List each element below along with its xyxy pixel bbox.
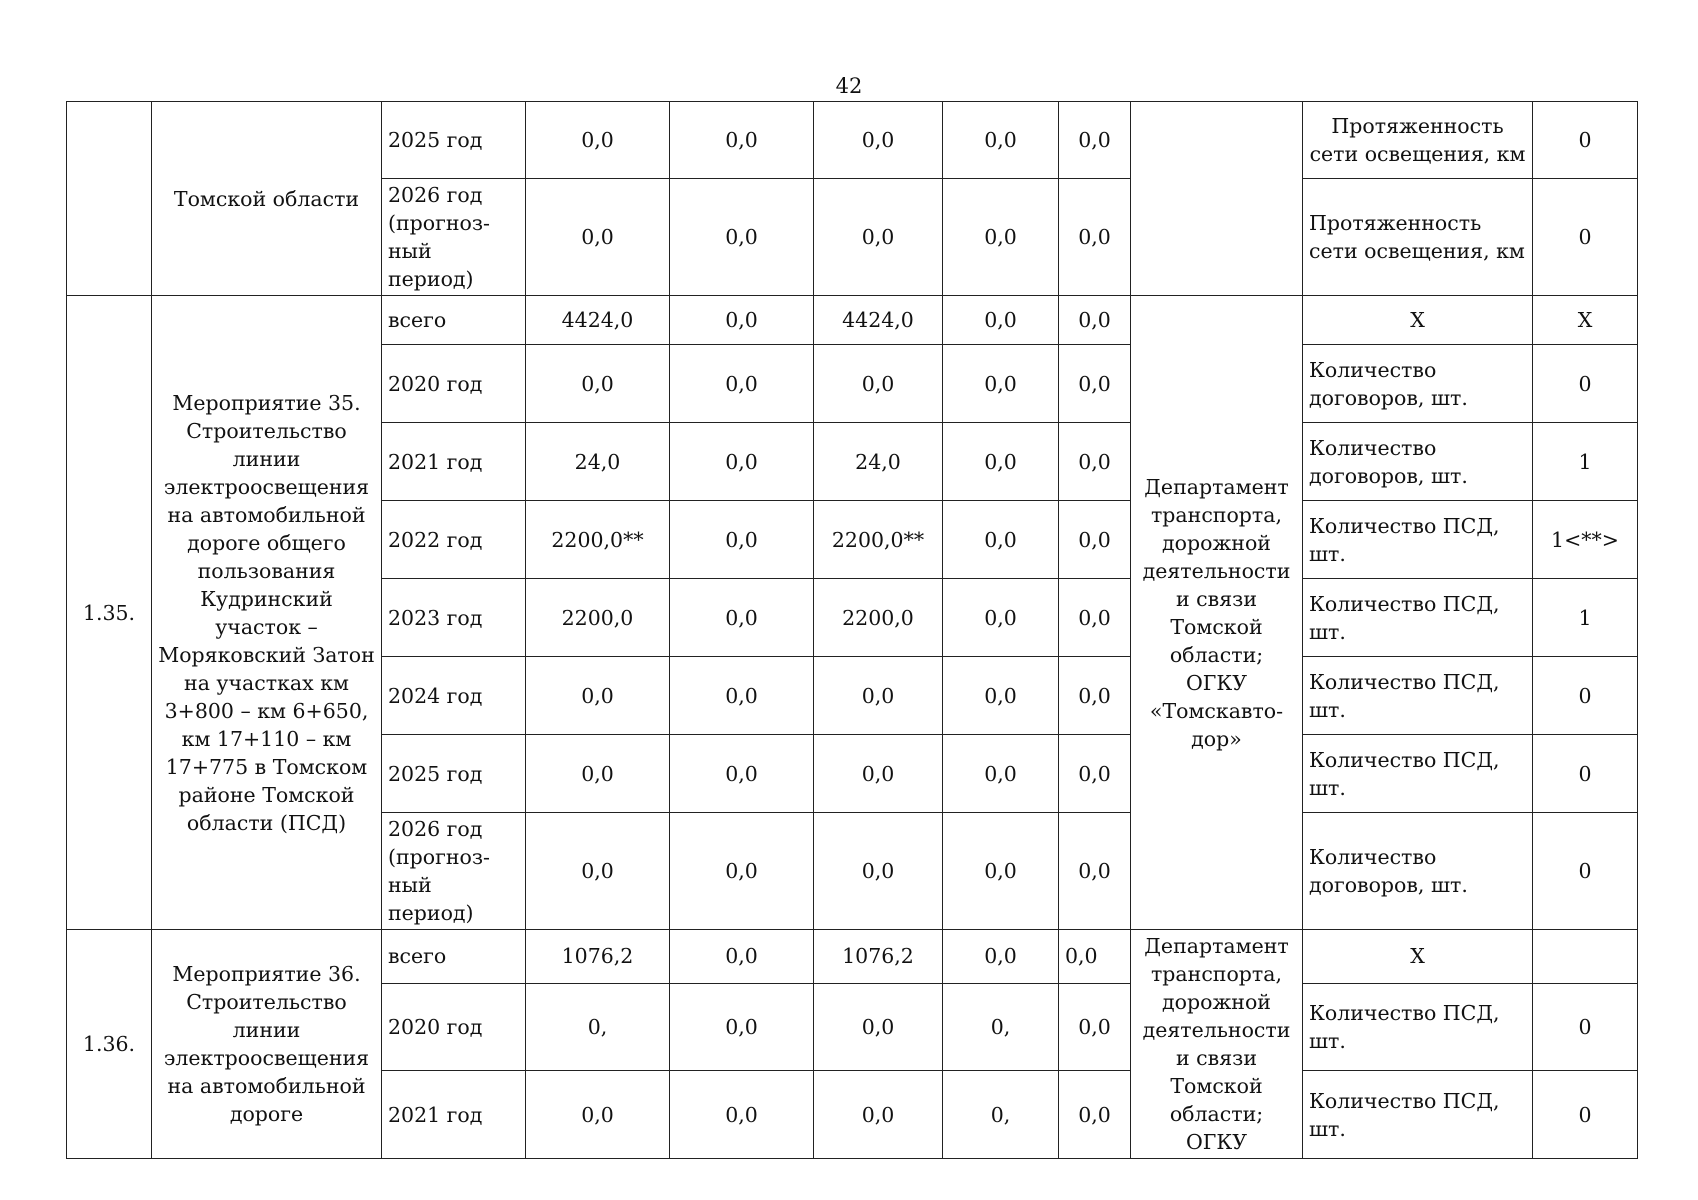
value-cell: 4424,0	[814, 296, 943, 345]
year-cell: 2024 год	[382, 657, 526, 735]
year-cell: 2021 год	[382, 1071, 526, 1159]
value-cell: 0,	[943, 1071, 1059, 1159]
indicator-cell: Количество ПСД, шт.	[1303, 983, 1533, 1071]
value-cell: 0,0	[670, 1071, 814, 1159]
value-cell: 0,0	[670, 179, 814, 296]
table-row	[67, 930, 1638, 984]
value-cell: 0,0	[1059, 501, 1131, 579]
activity-name-cell: Мероприятие 36. Строительство линии электроосвещения на автомобильной дороге	[152, 930, 382, 1159]
value-cell: 0,0	[670, 345, 814, 423]
year-cell: 2020 год	[382, 983, 526, 1071]
year-cell: 2026 год (прогноз-ный период)	[382, 179, 526, 296]
value-cell: 0,0	[1059, 1071, 1131, 1159]
value-cell: 0,0	[943, 102, 1059, 179]
value-cell: 0,0	[670, 102, 814, 179]
indicator-value-cell: 1	[1533, 579, 1638, 657]
value-cell: 0,0	[1059, 735, 1131, 813]
year-cell: всего	[382, 296, 526, 345]
value-cell: 0,0	[943, 735, 1059, 813]
value-cell: 0,0	[943, 930, 1059, 984]
activity-name-cell: Томской области	[152, 102, 382, 296]
year-cell: 2020 год	[382, 345, 526, 423]
activity-number-cell: 1.36.	[67, 930, 152, 1159]
indicator-cell: Количество договоров, шт.	[1303, 345, 1533, 423]
value-cell: 0,0	[670, 657, 814, 735]
value-cell: 1076,2	[814, 930, 943, 984]
value-cell: 0,0	[943, 296, 1059, 345]
value-cell: 0,0	[670, 813, 814, 930]
value-cell: 0,0	[1059, 423, 1131, 501]
value-cell: 0,	[943, 983, 1059, 1071]
indicator-value-cell: 0	[1533, 657, 1638, 735]
year-cell: 2025 год	[382, 735, 526, 813]
year-cell: 2025 год	[382, 102, 526, 179]
value-cell: 0,0	[943, 579, 1059, 657]
value-cell: 0,0	[1059, 930, 1131, 984]
value-cell: 0,0	[526, 657, 670, 735]
activity-name-cell: Мероприятие 35. Строительство линии электроосвещения на автомобильной дороге общего пользования Кудринский участок – Моряковский Затон на участках км 3+800 – км 6+650, км 17+110 – км 17+775 в Томском районе Томской области (ПСД)	[152, 296, 382, 930]
value-cell: 0,0	[526, 102, 670, 179]
value-cell: 0,0	[814, 813, 943, 930]
indicator-cell: Количество ПСД, шт.	[1303, 1071, 1533, 1159]
value-cell: 2200,0	[814, 579, 943, 657]
value-cell: 0,0	[670, 930, 814, 984]
indicator-cell: Протяженность сети освещения, км	[1303, 179, 1533, 296]
activity-number-cell: 1.35.	[67, 296, 152, 930]
year-cell: 2026 год (прогноз-ный период)	[382, 813, 526, 930]
value-cell: 0,0	[526, 813, 670, 930]
value-cell: 0,0	[943, 501, 1059, 579]
indicator-cell: Протяженность сети освещения, км	[1303, 102, 1533, 179]
value-cell: 0,0	[814, 983, 943, 1071]
indicator-cell: Количество ПСД, шт.	[1303, 501, 1533, 579]
value-cell: 0,0	[943, 813, 1059, 930]
value-cell: 0,0	[526, 735, 670, 813]
indicator-cell: X	[1303, 296, 1533, 345]
value-cell: 0,0	[814, 345, 943, 423]
value-cell: 0,0	[670, 501, 814, 579]
value-cell: 0,0	[814, 102, 943, 179]
value-cell: 0,0	[670, 579, 814, 657]
value-cell: 0,0	[814, 735, 943, 813]
indicator-cell: Количество ПСД, шт.	[1303, 735, 1533, 813]
value-cell: 0,	[526, 983, 670, 1071]
value-cell: 0,0	[943, 423, 1059, 501]
program-activities-table	[66, 101, 1638, 1159]
page-number: 42	[835, 74, 863, 98]
value-cell: 0,0	[670, 423, 814, 501]
value-cell: 0,0	[943, 345, 1059, 423]
indicator-value-cell: 0	[1533, 1071, 1638, 1159]
value-cell: 0,0	[1059, 813, 1131, 930]
indicator-cell: X	[1303, 930, 1533, 984]
value-cell: 0,0	[670, 735, 814, 813]
number-cell	[67, 102, 152, 296]
executor-cell	[1131, 102, 1303, 296]
value-cell: 0,0	[814, 1071, 943, 1159]
indicator-value-cell: 0	[1533, 735, 1638, 813]
value-cell: 0,0	[526, 345, 670, 423]
value-cell: 0,0	[1059, 983, 1131, 1071]
value-cell: 0,0	[943, 179, 1059, 296]
value-cell: 0,0	[943, 657, 1059, 735]
value-cell: 2200,0**	[526, 501, 670, 579]
value-cell: 0,0	[1059, 345, 1131, 423]
value-cell: 4424,0	[526, 296, 670, 345]
year-cell: 2021 год	[382, 423, 526, 501]
value-cell: 0,0	[814, 179, 943, 296]
indicator-value-cell: X	[1533, 296, 1638, 345]
value-cell: 0,0	[1059, 179, 1131, 296]
indicator-cell: Количество договоров, шт.	[1303, 423, 1533, 501]
value-cell: 0,0	[1059, 579, 1131, 657]
indicator-value-cell: 1	[1533, 423, 1638, 501]
value-cell: 0,0	[814, 657, 943, 735]
value-cell: 0,0	[526, 179, 670, 296]
executor-cell: Департамент транспорта, дорожной деятельности и связи Томской области; ОГКУ «Томскавто-дор»	[1131, 296, 1303, 930]
indicator-value-cell: 0	[1533, 345, 1638, 423]
table-row	[67, 296, 1638, 345]
year-cell: всего	[382, 930, 526, 984]
indicator-value-cell	[1533, 930, 1638, 984]
indicator-value-cell: 0	[1533, 813, 1638, 930]
value-cell: 24,0	[526, 423, 670, 501]
value-cell: 0,0	[1059, 657, 1131, 735]
indicator-cell: Количество ПСД, шт.	[1303, 579, 1533, 657]
year-cell: 2023 год	[382, 579, 526, 657]
indicator-value-cell: 0	[1533, 102, 1638, 179]
table-row	[67, 102, 1638, 179]
value-cell: 0,0	[670, 983, 814, 1071]
value-cell: 2200,0	[526, 579, 670, 657]
indicator-value-cell: 0	[1533, 983, 1638, 1071]
value-cell: 0,0	[670, 296, 814, 345]
executor-cell: Департамент транспорта, дорожной деятельности и связи Томской области; ОГКУ	[1131, 930, 1303, 1159]
year-cell: 2022 год	[382, 501, 526, 579]
value-cell: 1076,2	[526, 930, 670, 984]
value-cell: 0,0	[1059, 296, 1131, 345]
indicator-value-cell: 0	[1533, 179, 1638, 296]
indicator-cell: Количество ПСД, шт.	[1303, 657, 1533, 735]
indicator-cell: Количество договоров, шт.	[1303, 813, 1533, 930]
value-cell: 0,0	[526, 1071, 670, 1159]
value-cell: 2200,0**	[814, 501, 943, 579]
value-cell: 24,0	[814, 423, 943, 501]
value-cell: 0,0	[1059, 102, 1131, 179]
indicator-value-cell: 1<**>	[1533, 501, 1638, 579]
